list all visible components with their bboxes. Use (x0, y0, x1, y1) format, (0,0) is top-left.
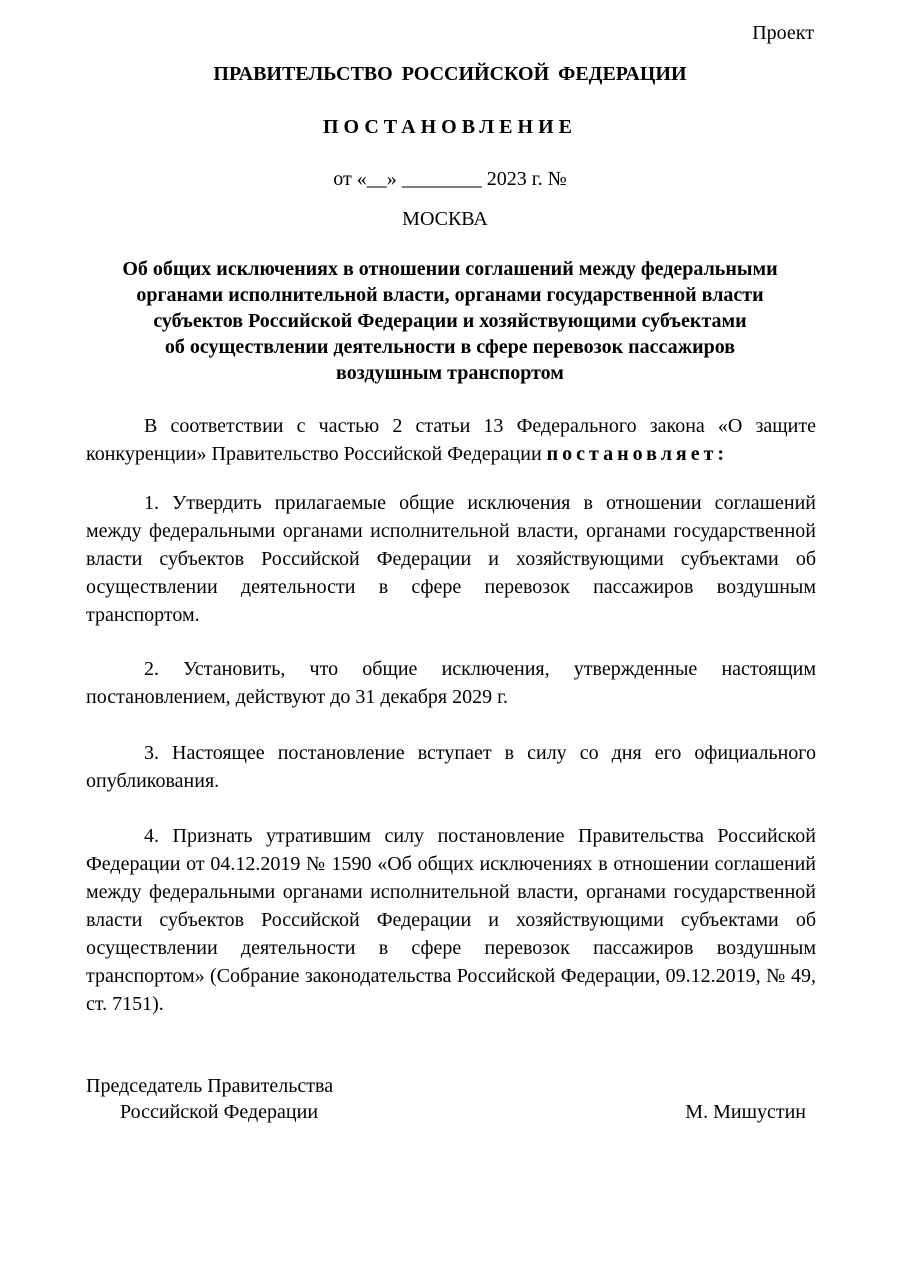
item-paragraph-1: 1. Утвердить прилагаемые общие исключения в отношении соглашений между федеральными органами исполнительной власти, органами государственной власти субъектов Российской Федерации и хозяйствующими субъектами об осуществлении деятельности в сфере перевозок пассажиров воздушным транспортом. (86, 492, 816, 626)
signer-title-line-2: Российской Федерации (120, 1101, 319, 1123)
preamble-verb: постановляет: (546, 443, 729, 465)
date-line: от «__» ________ 2023 г. № (333, 168, 567, 190)
subject-line: Об общих исключениях в отношении соглашений между федеральными (122, 258, 778, 280)
preamble-paragraph (86, 412, 816, 468)
government-title: ПРАВИТЕЛЬСТВО РОССИЙСКОЙ ФЕДЕРАЦИИ (213, 63, 687, 85)
signer-name: М. Мишустин (685, 1101, 806, 1123)
item-paragraph-4: 4. Признать утратившим силу постановление Правительства Российской Федерации от 04.12.2019 № 1590 «Об общих исключениях в отношении соглашений между федеральными органами исполнительной власти, органами государственной власти субъектов Российской Федерации и хозяйствующими субъектами об осуществлении деятельности в сфере перевозок пассажиров воздушным транспортом» (Собрание законодательства Российской Федерации, 09.12.2019, № 49, ст. 7151). (86, 825, 816, 1015)
document-subject (90, 256, 810, 386)
subject-line: об осуществлении деятельности в сфере перевозок пассажиров (164, 336, 736, 358)
subject-line: субъектов Российской Федерации и хозяйствующими субъектами (153, 310, 747, 332)
draft-mark: Проект (752, 22, 814, 44)
signer-title-line-1: Председатель Правительства (86, 1075, 334, 1097)
subject-line: органами исполнительной власти, органами государственной власти (136, 284, 764, 306)
document-type: ПОСТАНОВЛЕНИЕ (323, 116, 577, 138)
preamble-text: В соответствии с частью 2 статьи 13 Федерального закона «О защите конкуренции» Правительство Российской Федерации (86, 415, 816, 465)
city: МОСКВА (402, 208, 488, 230)
item-paragraph-3: 3. Настоящее постановление вступает в силу со дня его официального опубликования. (86, 742, 816, 792)
subject-line: воздушным транспортом (336, 362, 564, 384)
item-paragraph-2: 2. Установить, что общие исключения, утвержденные настоящим постановлением, действуют до 31 декабря 2029 г. (86, 658, 816, 708)
